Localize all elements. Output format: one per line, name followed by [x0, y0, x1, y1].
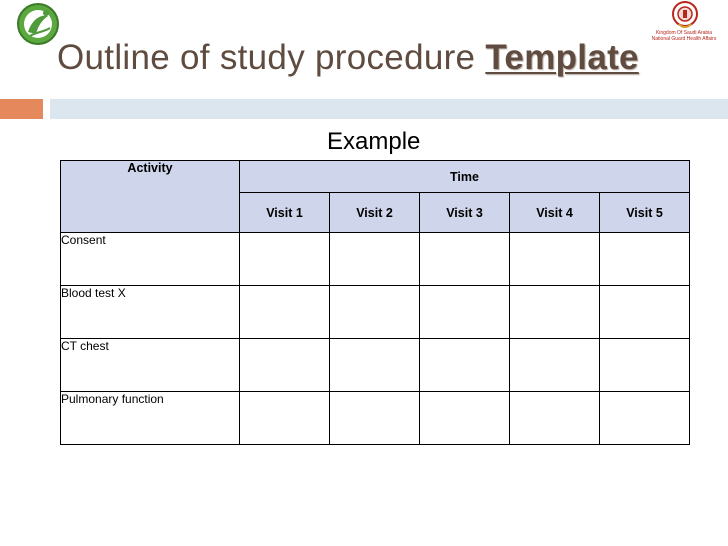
table-cell	[420, 286, 510, 339]
table-row	[61, 233, 690, 286]
example-label: Example	[327, 128, 421, 155]
study-procedure-table	[60, 160, 690, 445]
decorative-bar	[50, 99, 728, 119]
visit-1-header: Visit 1	[240, 193, 330, 233]
activity-blood-test: Blood test X	[61, 286, 240, 339]
table-cell	[420, 392, 510, 445]
table-cell	[510, 339, 600, 392]
accent-bar	[0, 99, 43, 119]
table-row	[61, 286, 690, 339]
visit-3-header: Visit 3	[420, 193, 510, 233]
activity-header: Activity	[61, 161, 240, 233]
table-cell	[330, 339, 420, 392]
table-cell	[510, 392, 600, 445]
table-cell	[330, 233, 420, 286]
table-cell	[240, 339, 330, 392]
visit-2-header: Visit 2	[330, 193, 420, 233]
table-cell	[600, 286, 690, 339]
activity-consent: Consent	[61, 233, 240, 286]
table-cell	[600, 233, 690, 286]
table-cell	[600, 392, 690, 445]
table-cell	[600, 339, 690, 392]
institution-name	[646, 30, 722, 42]
visit-4-header: Visit 4	[510, 193, 600, 233]
activity-pulmonary-function: Pulmonary function	[61, 392, 240, 445]
table-row	[61, 339, 690, 392]
visit-5-header: Visit 5	[600, 193, 690, 233]
table-cell	[240, 233, 330, 286]
activity-ct-chest: CT chest	[61, 339, 240, 392]
slide-title-accent: Template	[485, 38, 639, 77]
table-cell	[420, 339, 510, 392]
table-row	[61, 392, 690, 445]
table-cell	[420, 233, 510, 286]
institution-name-line2: National Guard Health Affairs	[651, 36, 717, 42]
table-cell	[510, 286, 600, 339]
table-cell	[240, 286, 330, 339]
table-cell	[240, 392, 330, 445]
table-cell	[510, 233, 600, 286]
slide-title-main: Outline of study procedure	[57, 38, 486, 77]
table-cell	[330, 392, 420, 445]
slide-title	[57, 38, 639, 78]
bar-separator	[43, 99, 50, 119]
institution-name-line1: Kingdom Of Saudi Arabia	[655, 30, 713, 36]
time-header: Time	[240, 161, 690, 193]
table-cell	[330, 286, 420, 339]
table-header-row	[61, 161, 690, 193]
